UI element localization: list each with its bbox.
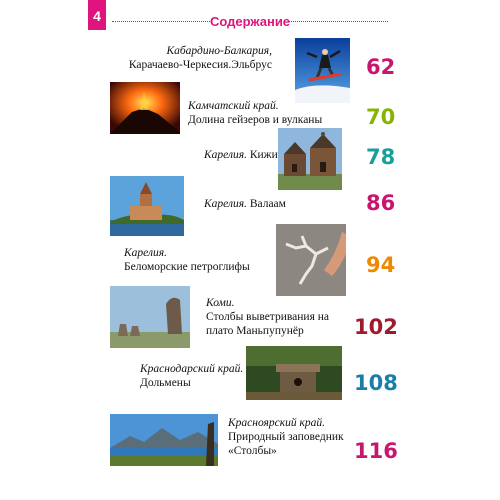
- entry-page-number: [366, 106, 395, 128]
- volcano-photo: [110, 82, 180, 134]
- entry-page-number: [366, 56, 395, 78]
- entry-page-78: 78: [366, 145, 396, 169]
- page-number: 4: [93, 8, 101, 24]
- toc-entry-petroglyphs[interactable]: [124, 246, 274, 274]
- entry-region: Красноярский край.: [228, 417, 326, 429]
- entry-region: Камчатский край.: [188, 100, 279, 112]
- snowboarder-photo: [295, 38, 350, 103]
- page-title: Содержание: [209, 14, 291, 29]
- entry-page-86: 86: [366, 191, 396, 215]
- entry-place: Беломорские петроглифы: [124, 261, 250, 273]
- petroglyph-photo: [276, 224, 346, 296]
- dolmen-photo: [246, 346, 342, 400]
- toc-entry-dolmens[interactable]: [140, 362, 250, 390]
- church-photo: [278, 128, 342, 190]
- entry-region: Карелия.: [204, 149, 247, 161]
- header-rule-right: [288, 21, 388, 22]
- toc-entry-kizhi[interactable]: [204, 148, 284, 162]
- entry-page-102: 102: [354, 315, 398, 339]
- toc-entry-stolby[interactable]: [228, 416, 348, 458]
- entry-place: Столбы выветривания на плато Маньпупунёр: [206, 311, 329, 337]
- mountain-lake-photo: [110, 414, 218, 466]
- entry-page-94: 94: [366, 253, 396, 277]
- toc-entry-manpupuner[interactable]: [206, 296, 356, 338]
- monastery-photo: [110, 176, 184, 236]
- entry-page-116: 116: [354, 439, 398, 463]
- entry-page-number: [354, 316, 398, 338]
- toc-entry-elbrus[interactable]: [120, 44, 272, 72]
- entry-place: Валаам: [249, 198, 286, 210]
- rock-pillars-photo: [110, 286, 190, 348]
- entry-place: Дольмены: [140, 377, 191, 389]
- toc-entry-valaam[interactable]: [204, 197, 284, 211]
- entry-page-62: 62: [366, 55, 396, 79]
- entry-page-108: 108: [354, 371, 398, 395]
- entry-place: Карачаево-Черкесия.Эльбрус: [128, 59, 272, 71]
- entry-page-number: [366, 254, 395, 276]
- entry-page-number: [354, 440, 398, 462]
- entry-place: Кижи: [249, 149, 278, 161]
- entry-region: Кабардино-Балкария,: [166, 45, 272, 57]
- entry-page-70: 70: [366, 105, 396, 129]
- entry-place: Природный заповедник «Столбы»: [228, 431, 344, 457]
- entry-region: Карелия.: [124, 247, 167, 259]
- entry-page-number: [354, 372, 398, 394]
- entry-page-number: [366, 192, 395, 214]
- entry-place: Долина гейзеров и вулканы: [188, 114, 323, 126]
- entry-region: Краснодарский край.: [140, 363, 244, 375]
- toc-entry-geysers[interactable]: [188, 99, 338, 127]
- entry-page-number: [366, 146, 395, 168]
- entry-region: Карелия.: [204, 198, 247, 210]
- entry-region: Коми.: [206, 297, 235, 309]
